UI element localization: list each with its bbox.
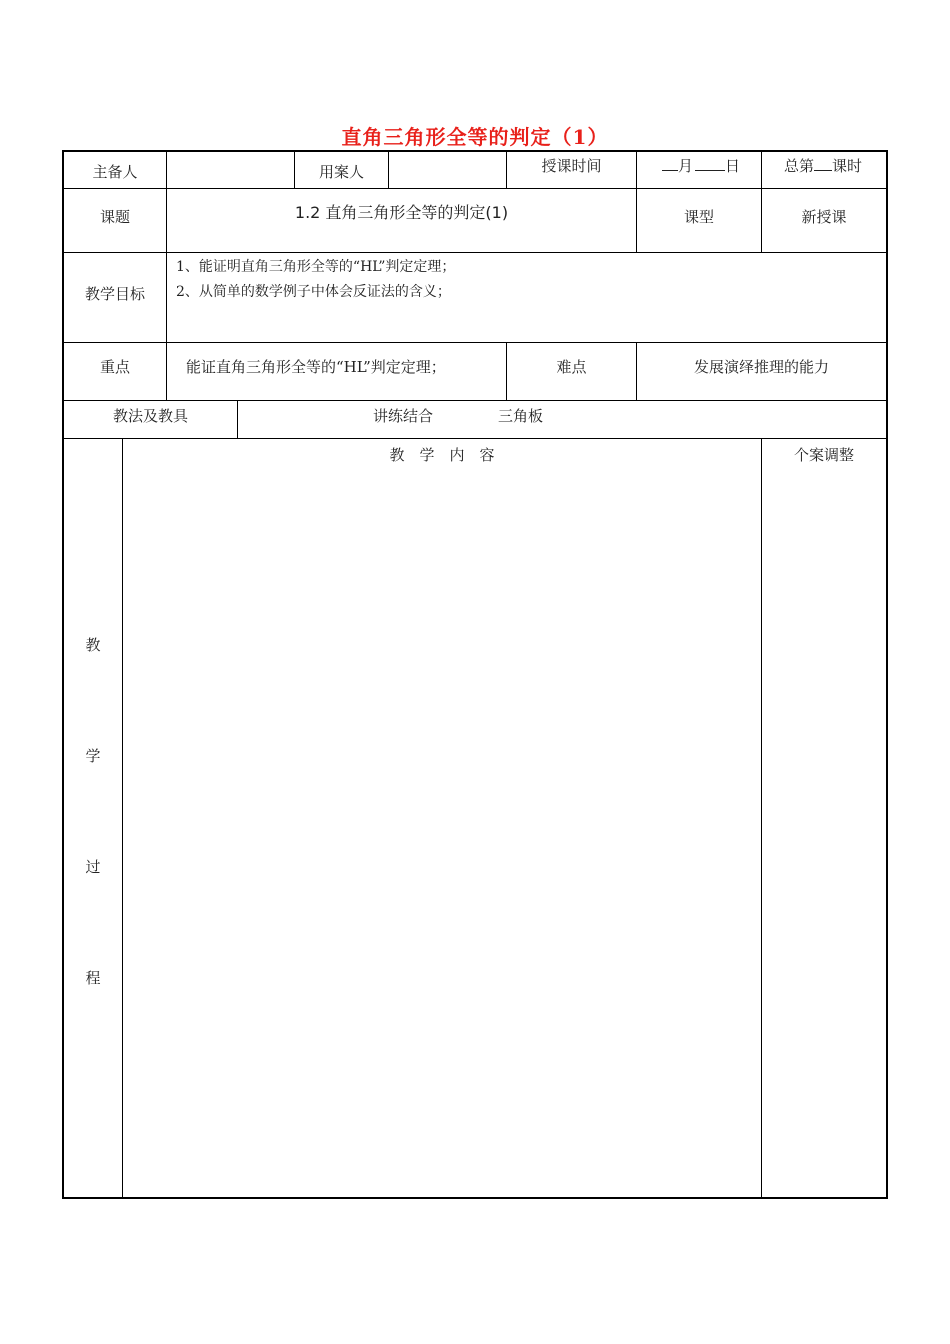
key-point-label: 重点 <box>99 358 130 376</box>
case-adjustment-area[interactable] <box>763 468 885 1196</box>
process-char: 学 <box>85 747 101 765</box>
row-divider <box>62 400 888 401</box>
col-divider <box>388 150 389 188</box>
method-label: 教法及教具 <box>112 407 188 425</box>
topic-value: 1.2 直角三角形全等的判定(1) <box>294 203 509 222</box>
day-blank[interactable] <box>695 157 725 171</box>
col-divider <box>166 252 167 342</box>
col-divider <box>761 150 762 188</box>
row-divider <box>62 438 888 439</box>
total-lessons-field[interactable] <box>784 155 862 176</box>
col-divider <box>636 150 637 188</box>
process-char: 程 <box>85 969 101 987</box>
objectives-label: 教学目标 <box>84 285 145 303</box>
preparer-label: 主备人 <box>92 163 138 181</box>
lesson-type-value: 新授课 <box>801 208 847 226</box>
objective-item: 1、能证明直角三角形全等的“HL”判定定理； <box>176 259 456 275</box>
col-divider <box>166 150 167 188</box>
difficult-point-label: 难点 <box>556 358 587 376</box>
month-blank[interactable] <box>662 157 678 171</box>
table-border-top <box>62 150 888 152</box>
page-title: 直角三角形全等的判定（1） <box>341 125 609 149</box>
process-char: 过 <box>85 858 101 876</box>
col-divider <box>761 438 762 1198</box>
time-label: 授课时间 <box>541 157 602 175</box>
total-suffix: 课时 <box>832 157 863 175</box>
method-value: 讲练结合 <box>373 407 434 425</box>
row-divider <box>62 252 888 253</box>
table-border-left <box>62 150 64 1199</box>
topic-label: 课题 <box>99 208 130 226</box>
user-label: 用案人 <box>318 163 364 181</box>
key-point-value: 能证直角三角形全等的“HL”判定定理； <box>186 358 446 376</box>
total-prefix: 总第 <box>784 157 815 175</box>
col-divider <box>122 438 123 1198</box>
col-divider <box>166 342 167 400</box>
objectives-list <box>176 255 455 305</box>
teaching-tool-value: 三角板 <box>498 407 544 425</box>
teaching-content-header: 教 学 内 容 <box>389 446 495 464</box>
lesson-type-label: 课型 <box>683 208 714 226</box>
table-border-bottom <box>62 1197 888 1199</box>
case-adjustment-header: 个案调整 <box>793 446 854 464</box>
month-suffix: 月 <box>678 157 694 175</box>
process-char: 教 <box>85 636 101 654</box>
difficult-point-value: 发展演绎推理的能力 <box>693 358 829 376</box>
day-suffix: 日 <box>725 157 741 175</box>
row-divider <box>62 342 888 343</box>
teaching-content-area[interactable] <box>124 468 760 1196</box>
row-divider <box>62 188 888 189</box>
col-divider <box>237 400 238 438</box>
table-border-right <box>886 150 888 1199</box>
date-field[interactable] <box>662 155 740 176</box>
objective-item: 2、从简单的数学例子中体会反证法的含义； <box>176 284 451 300</box>
total-blank[interactable] <box>814 157 832 171</box>
